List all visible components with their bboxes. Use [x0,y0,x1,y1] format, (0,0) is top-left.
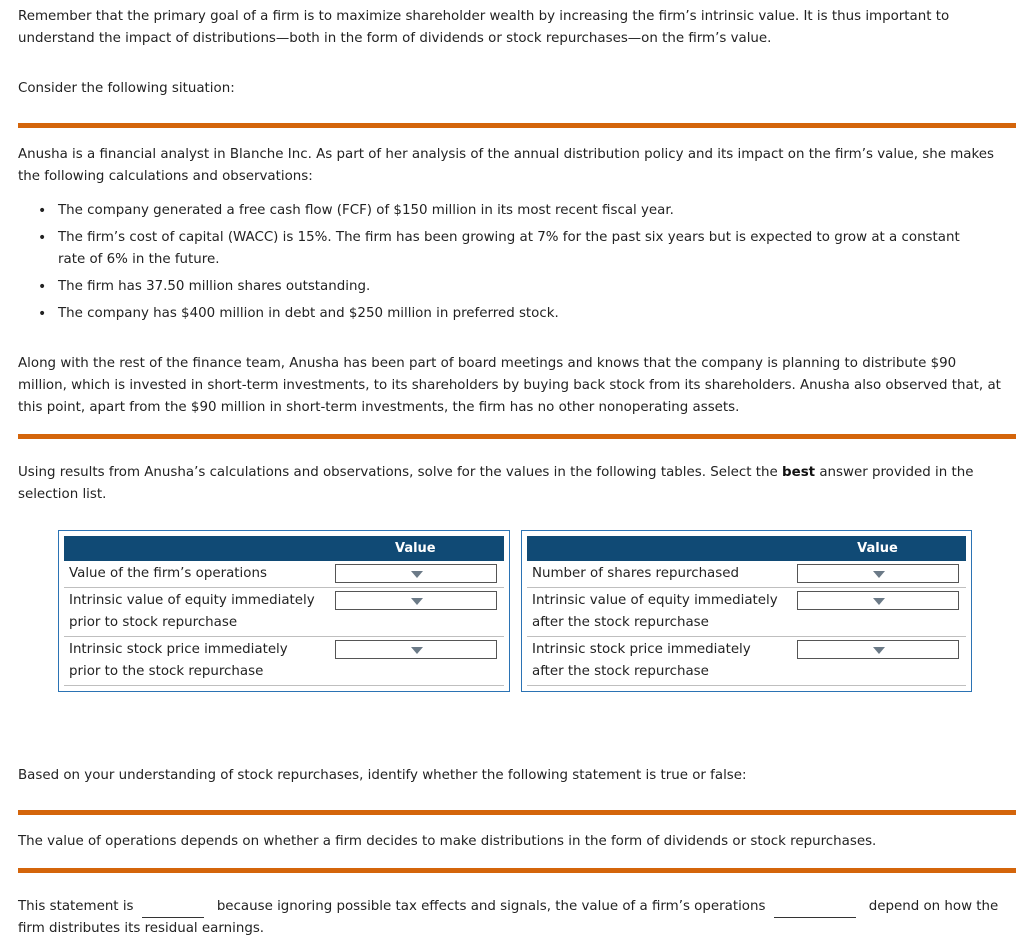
statement-text: The value of operations depends on whether a firm decides to make distributions in the form of dividends or stock repurchases. [18,834,877,849]
dropdown-arrow-icon [411,647,423,654]
list-item: • The firm has 37.50 million shares outstanding. [18,276,978,298]
price-before-dropdown[interactable] [335,640,497,659]
true-false-blank[interactable] [142,901,204,918]
table-row [64,637,504,686]
equity-before-dropdown[interactable] [335,591,497,610]
table-row [64,561,504,588]
answer-sentence [18,896,1008,940]
sentence-part-2: because ignoring possible tax effects and signals, the value of a firm’s operations [216,899,766,914]
table-row [527,588,966,637]
table-row [64,588,504,637]
divider [18,810,1016,815]
divider [18,123,1016,128]
intro-paragraph: Remember that the primary goal of a firm is to maximize shareholder wealth by increasing the firm’s intrinsic value. It is thus important to understand the impact of distributions—both in the form of dividends or stock repurchases—on the firm’s value. [18,9,950,46]
sentence-part-3: depend on how the firm distributes its residual earnings. [18,899,999,936]
row-label: Intrinsic stock price immediately prior to the stock repurchase [64,637,327,686]
dropdown-arrow-icon [873,571,885,578]
does-doesnt-blank[interactable] [774,901,856,918]
dropdown-arrow-icon [411,571,423,578]
dropdown-arrow-icon [411,598,423,605]
row-label: Number of shares repurchased [527,561,789,588]
list-item: • The company generated a free cash flow (FCF) of $150 million in its most recent fiscal year. [18,200,978,222]
list-item: • The company has $400 million in debt and $250 million in preferred stock. [18,303,978,325]
table-row [527,561,966,588]
instructions-after: answer provided in the selection list. [18,465,974,502]
shares-repurchased-dropdown[interactable] [797,564,959,583]
left-table-box [58,530,510,692]
value-operations-dropdown[interactable] [335,564,497,583]
instructions-before: Using results from Anusha’s calculations and observations, solve for the values in the following tables. Select the [18,465,783,480]
observations-list [18,200,978,330]
row-label: Value of the firm’s operations [64,561,327,588]
right-table-header-blank [527,536,789,561]
board-paragraph: Along with the rest of the finance team, Anusha has been part of board meetings and knows that the company is planning to distribute $90 million, which is invested in short-term investments, to its shareholders by buying back stock from its shareholders. Anusha also observed that, at this point, apart from the $90 million in short-term investments, the firm has no other nonoperating assets. [18,356,1001,415]
left-table-header-blank [64,536,327,561]
right-value-table [527,536,966,686]
dropdown-arrow-icon [873,598,885,605]
row-label: Intrinsic value of equity immediately prior to stock repurchase [64,588,327,637]
truefalse-prompt: Based on your understanding of stock repurchases, identify whether the following statement is true or false: [18,768,747,783]
scenario-paragraph: Anusha is a financial analyst in Blanche Inc. As part of her analysis of the annual distribution policy and its impact on the firm’s value, she makes the following calculations and observations: [18,147,995,184]
dropdown-arrow-icon [873,647,885,654]
instructions-bold: best [782,465,816,480]
equity-after-dropdown[interactable] [797,591,959,610]
sentence-part-1: This statement is [18,899,134,914]
divider [18,868,1016,873]
left-table-header-value: Value [327,536,504,561]
row-label: Intrinsic stock price immediately after the stock repurchase [527,637,789,686]
consider-text: Consider the following situation: [18,81,235,96]
instructions-text [18,462,1008,506]
price-after-dropdown[interactable] [797,640,959,659]
right-table-box [521,530,972,692]
right-table-header-value: Value [789,536,966,561]
table-row [527,637,966,686]
divider [18,434,1016,439]
row-label: Intrinsic value of equity immediately after the stock repurchase [527,588,789,637]
list-item: • The firm’s cost of capital (WACC) is 15%. The firm has been growing at 7% for the past six years but is expected to grow at a constant rate of 6% in the future. [18,227,978,271]
left-value-table [64,536,504,686]
